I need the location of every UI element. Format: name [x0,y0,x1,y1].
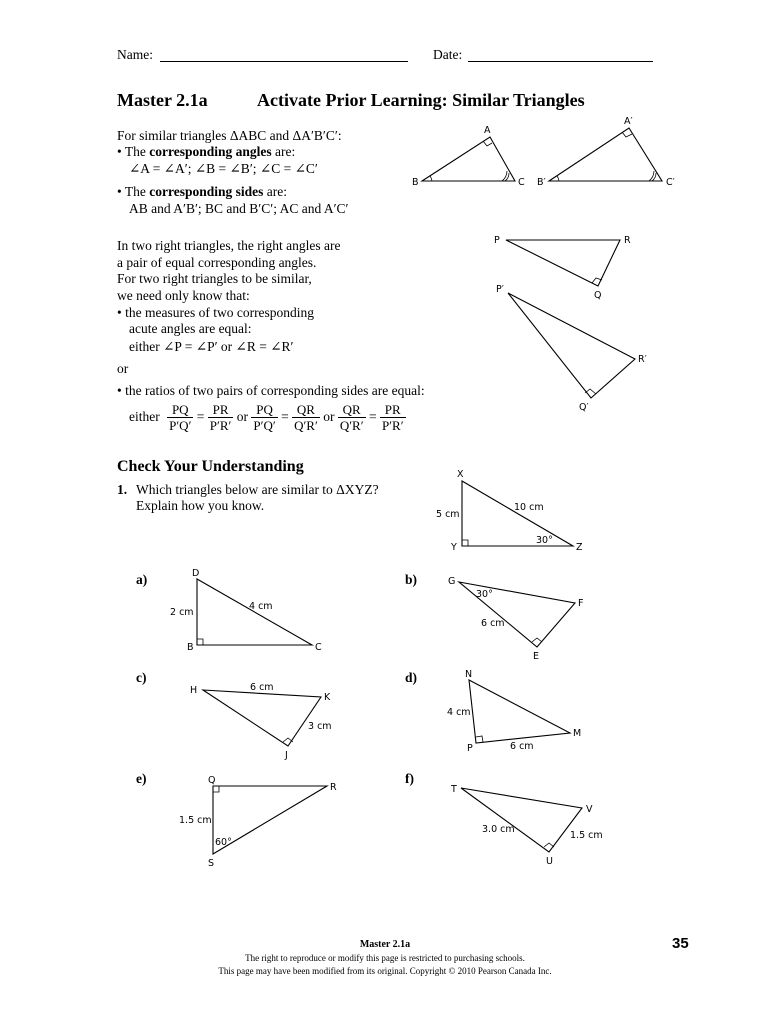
angles-bold: corresponding angles [149,144,272,159]
master-number: Master 2.1a [117,90,208,110]
numerator: PQ [167,402,193,418]
similar-intro: For similar triangles ΔABC and ΔA′B′C′: [117,128,342,143]
vertex-z: Z [576,542,583,553]
or-text: or [117,361,129,376]
side-kj-label: 3 cm [308,721,332,732]
denominator: P′R′ [381,418,404,434]
or-word: or [323,409,335,424]
name-label: Name: [117,47,153,62]
bullet: • [117,144,122,159]
part-a-label: a) [136,572,148,587]
equals-sign: = [196,409,205,424]
part-f-label: f) [405,771,414,786]
vertex-p: P [467,743,473,754]
vertex-b-prime: B′ [537,177,546,188]
side-db-label: 2 cm [170,607,194,618]
vertex-r-prime: R′ [638,354,647,365]
vertex-b: B [187,642,194,653]
vertex-a: A [484,125,491,136]
angle-z-label: 30° [536,535,553,546]
right-bullet-2-text: the ratios of two pairs of corresponding sides are equal: [125,383,425,398]
vertex-k: K [324,692,331,703]
vertex-f: F [578,598,584,609]
check-heading: Check Your Understanding [117,458,304,475]
side-xz-label: 10 cm [514,502,544,513]
vertex-a-prime: A′ [624,116,633,127]
vertex-x: X [457,469,464,480]
side-tu-label: 3.0 cm [482,824,515,835]
either-word: either [129,409,160,424]
question-line-1: Which triangles below are similar to ΔXYZ? [136,482,379,497]
sides-equation: AB and A′B′; BC and B′C′; AC and A′C′ [129,201,349,216]
denominator: P′Q′ [253,418,276,434]
numerator: PR [208,402,234,418]
vertex-g: G [448,576,456,587]
numerator: PQ [251,402,277,418]
vertex-r: R [330,782,337,793]
angles-post: are: [271,144,296,159]
denominator: Q′R′ [294,418,318,434]
side-hk-label: 6 cm [250,682,274,693]
vertex-c-prime: C′ [666,177,675,188]
numerator: QR [292,402,320,418]
page-number: 35 [672,935,689,952]
vertex-j: J [285,750,288,761]
side-ge-label: 6 cm [481,618,505,629]
vertex-u: U [546,856,553,867]
page-title: Activate Prior Learning: Similar Triangles [257,90,585,110]
numerator: QR [338,402,366,418]
angles-pre: The [124,144,150,159]
part-c-label: c) [136,670,147,685]
right-line-3: For two right triangles to be similar, [117,271,312,286]
right-line-1: In two right triangles, the right angles are [117,238,341,253]
vertex-q-prime: Q′ [579,402,589,413]
right-bullet-1b: acute angles are equal: [129,321,252,336]
angle-s-label: 60° [215,837,232,848]
vertex-b: B [412,177,419,188]
angle-g-label: 30° [476,589,493,600]
vertex-t: T [451,784,457,795]
equals-sign: = [368,409,377,424]
side-qs-label: 1.5 cm [179,815,212,826]
sides-bold: corresponding sides [149,184,264,199]
footer-line-1: The right to reproduce or modify this page is restricted to purchasing schools. [245,953,525,963]
vertex-v: V [586,804,593,815]
triangle-a [170,568,322,653]
part-d-label: d) [405,670,418,685]
right-line-2: a pair of equal corresponding angles. [117,255,317,270]
triangle-a1b1c1 [537,116,675,188]
vertex-q: Q [594,290,602,301]
part-b-label: b) [405,572,418,587]
vertex-p: P [494,235,500,246]
vertex-n: N [465,669,473,680]
right-bullet-1c: either ∠P = ∠P′ or ∠R = ∠R′ [129,339,294,354]
side-dc-label: 4 cm [249,601,273,612]
vertex-c: C [518,177,525,188]
question-line-2: Explain how you know. [136,498,265,513]
vertex-d: D [192,568,200,579]
side-uv-label: 1.5 cm [570,830,603,841]
footer-line-2: This page may have been modified from its original. Copyright © 2010 Pearson Canada Inc. [218,966,552,976]
triangle-f [450,784,603,867]
triangle-xyz [436,469,583,553]
vertex-y: Y [451,542,457,553]
bullet: • [117,184,122,199]
triangle-d [447,669,581,754]
denominator: P′R′ [209,418,232,434]
part-e-label: e) [136,771,147,786]
right-line-4: we need only know that: [117,288,250,303]
triangle-c [190,682,332,761]
vertex-m: M [573,728,582,739]
vertex-c: C [315,642,322,653]
or-word: or [236,409,249,424]
vertex-s: S [208,858,215,869]
denominator: P′Q′ [169,418,192,434]
equals-sign: = [281,409,289,424]
date-label: Date: [433,47,463,62]
bullet: • [117,383,122,398]
denominator: Q′R′ [339,418,364,434]
vertex-q: Q [208,775,216,786]
sides-pre: The [124,184,150,199]
triangle-abc [412,125,525,188]
vertex-e: E [533,651,540,662]
triangle-e [179,775,337,869]
triangle-p1q1r1 [496,284,647,413]
side-np-label: 4 cm [447,707,471,718]
side-xy-label: 5 cm [436,509,460,520]
right-bullet-1-text: the measures of two corresponding [125,305,315,320]
sides-post: are: [263,184,288,199]
angles-equation: ∠A = ∠A′; ∠B = ∠B′; ∠C = ∠C′ [129,161,318,176]
triangle-b [448,576,583,662]
vertex-h: H [190,685,198,696]
question-number: 1. [117,482,128,497]
numerator: PR [380,402,406,418]
bullet: • [117,305,122,320]
footer-master: Master 2.1a [359,939,411,950]
side-pm-label: 6 cm [510,741,534,752]
vertex-p-prime: P′ [496,284,504,295]
vertex-r: R [624,235,631,246]
triangle-pqr [494,235,631,301]
